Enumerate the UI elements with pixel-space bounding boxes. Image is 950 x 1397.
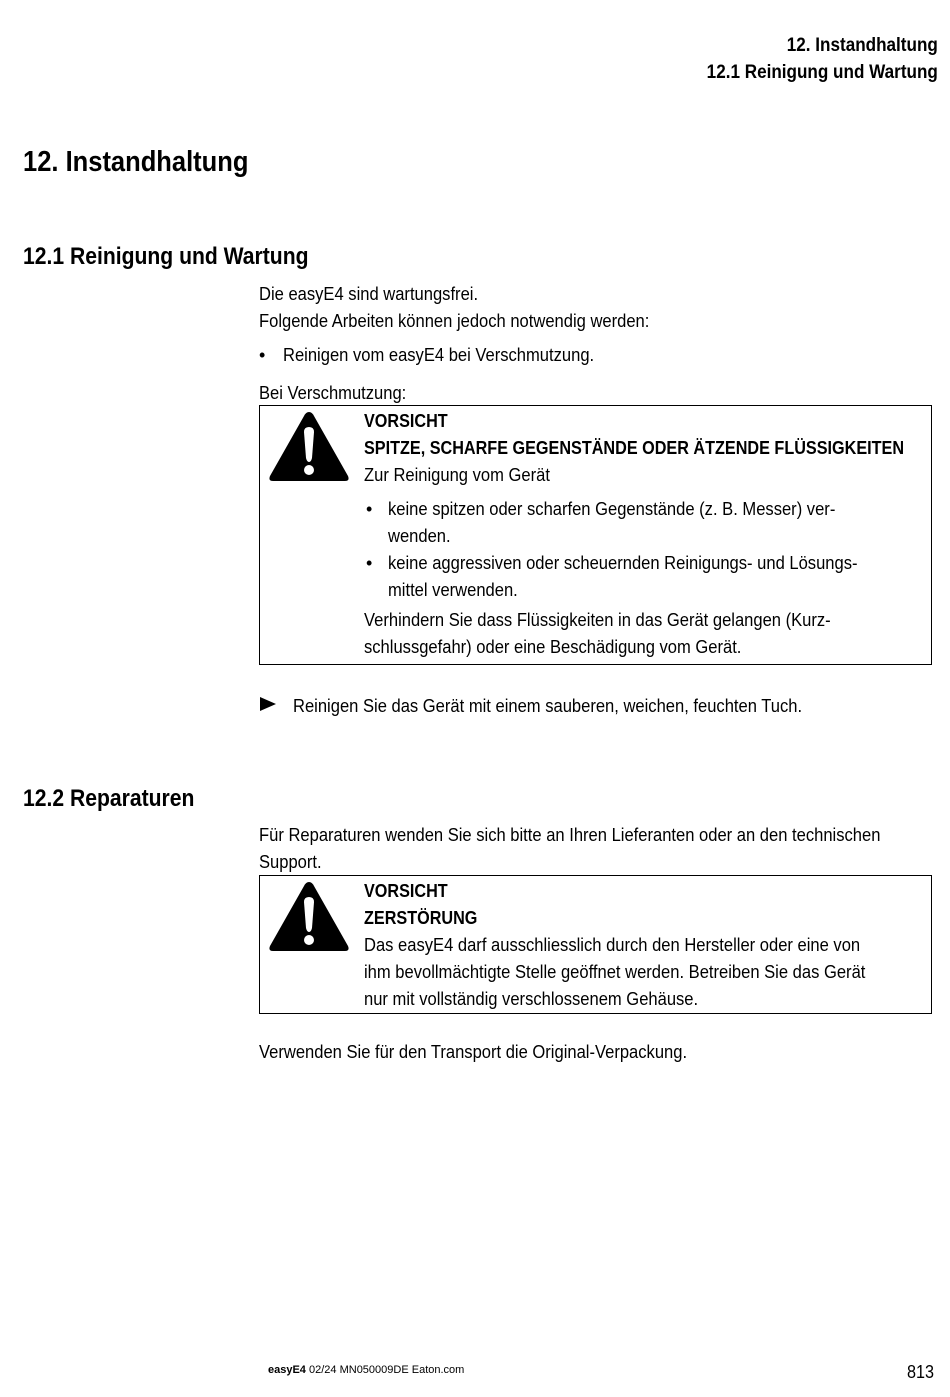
list-item: • keine aggressiven oder scheuernden Reinigungs- und Lösungs- mittel verwenden. <box>366 553 858 600</box>
warning-heading: SPITZE, SCHARFE GEGENSTÄNDE ODER ÄTZENDE FLÜSSIGKEITEN <box>364 438 905 458</box>
footer-info <box>268 1364 464 1376</box>
warning-triangle-icon <box>267 878 351 954</box>
page-number: 813 <box>906 1362 934 1382</box>
warning-text-2: ihm bevollmächtigte Stelle geöffnet werden. Betreiben Sie das Gerät <box>364 962 866 982</box>
running-header <box>681 32 938 86</box>
paragraph-transport: Verwenden Sie für den Transport die Original-Verpackung. <box>259 1042 688 1062</box>
warning-content <box>364 878 921 1013</box>
paragraph-tasks: Folgende Arbeiten können jedoch notwendig werden: <box>259 311 650 331</box>
paragraph-maintenance-free: Die easyE4 sind wartungsfrei. <box>259 284 479 304</box>
warning-label: VORSICHT <box>364 411 448 431</box>
section-title-repairs: 12.2 Reparaturen <box>23 785 195 812</box>
footer-site: Eaton.com <box>411 1364 465 1376</box>
section-title-cleaning: 12.1 Reinigung und Wartung <box>23 243 309 270</box>
paragraph-soiling: Bei Verschmutzung: <box>259 383 407 403</box>
warning-lead: Zur Reinigung vom Gerät <box>364 465 550 485</box>
running-header-chapter: 12. Instandhaltung <box>786 35 938 56</box>
warning-heading: ZERSTÖRUNG <box>364 908 478 928</box>
warning-triangle-icon <box>267 408 351 484</box>
footer-product: easyE4 <box>268 1364 306 1376</box>
paragraph-repairs-2: Support. <box>259 852 322 872</box>
footer-doc: 02/24 MN050009DE <box>309 1364 409 1376</box>
paragraph-repairs-1: Für Reparaturen wenden Sie sich bitte an Ihren Lieferanten oder an den technischen <box>259 825 881 845</box>
warning-box-repairs <box>259 875 932 1014</box>
warning-text-1: Das easyE4 darf ausschliesslich durch den Hersteller oder eine von <box>364 935 861 955</box>
warning-tail-2: schlussgefahr) oder eine Beschädigung vom Gerät. <box>364 637 742 657</box>
arrow-right-icon <box>259 696 277 714</box>
warning-content <box>364 408 921 661</box>
warning-box-cleaning <box>259 405 932 665</box>
warning-list <box>364 496 921 604</box>
warning-tail-1: Verhindern Sie dass Flüssigkeiten in das Gerät gelangen (Kurz- <box>364 610 831 630</box>
warning-text-3: nur mit vollständig verschlossenem Gehäuse. <box>364 989 699 1009</box>
list-item: • keine spitzen oder scharfen Gegenstände (z. B. Messer) ver- wenden. <box>366 499 836 546</box>
running-header-section: 12.1 Reinigung und Wartung <box>706 62 938 83</box>
warning-label: VORSICHT <box>364 881 448 901</box>
chapter-title: 12. Instandhaltung <box>23 146 249 178</box>
